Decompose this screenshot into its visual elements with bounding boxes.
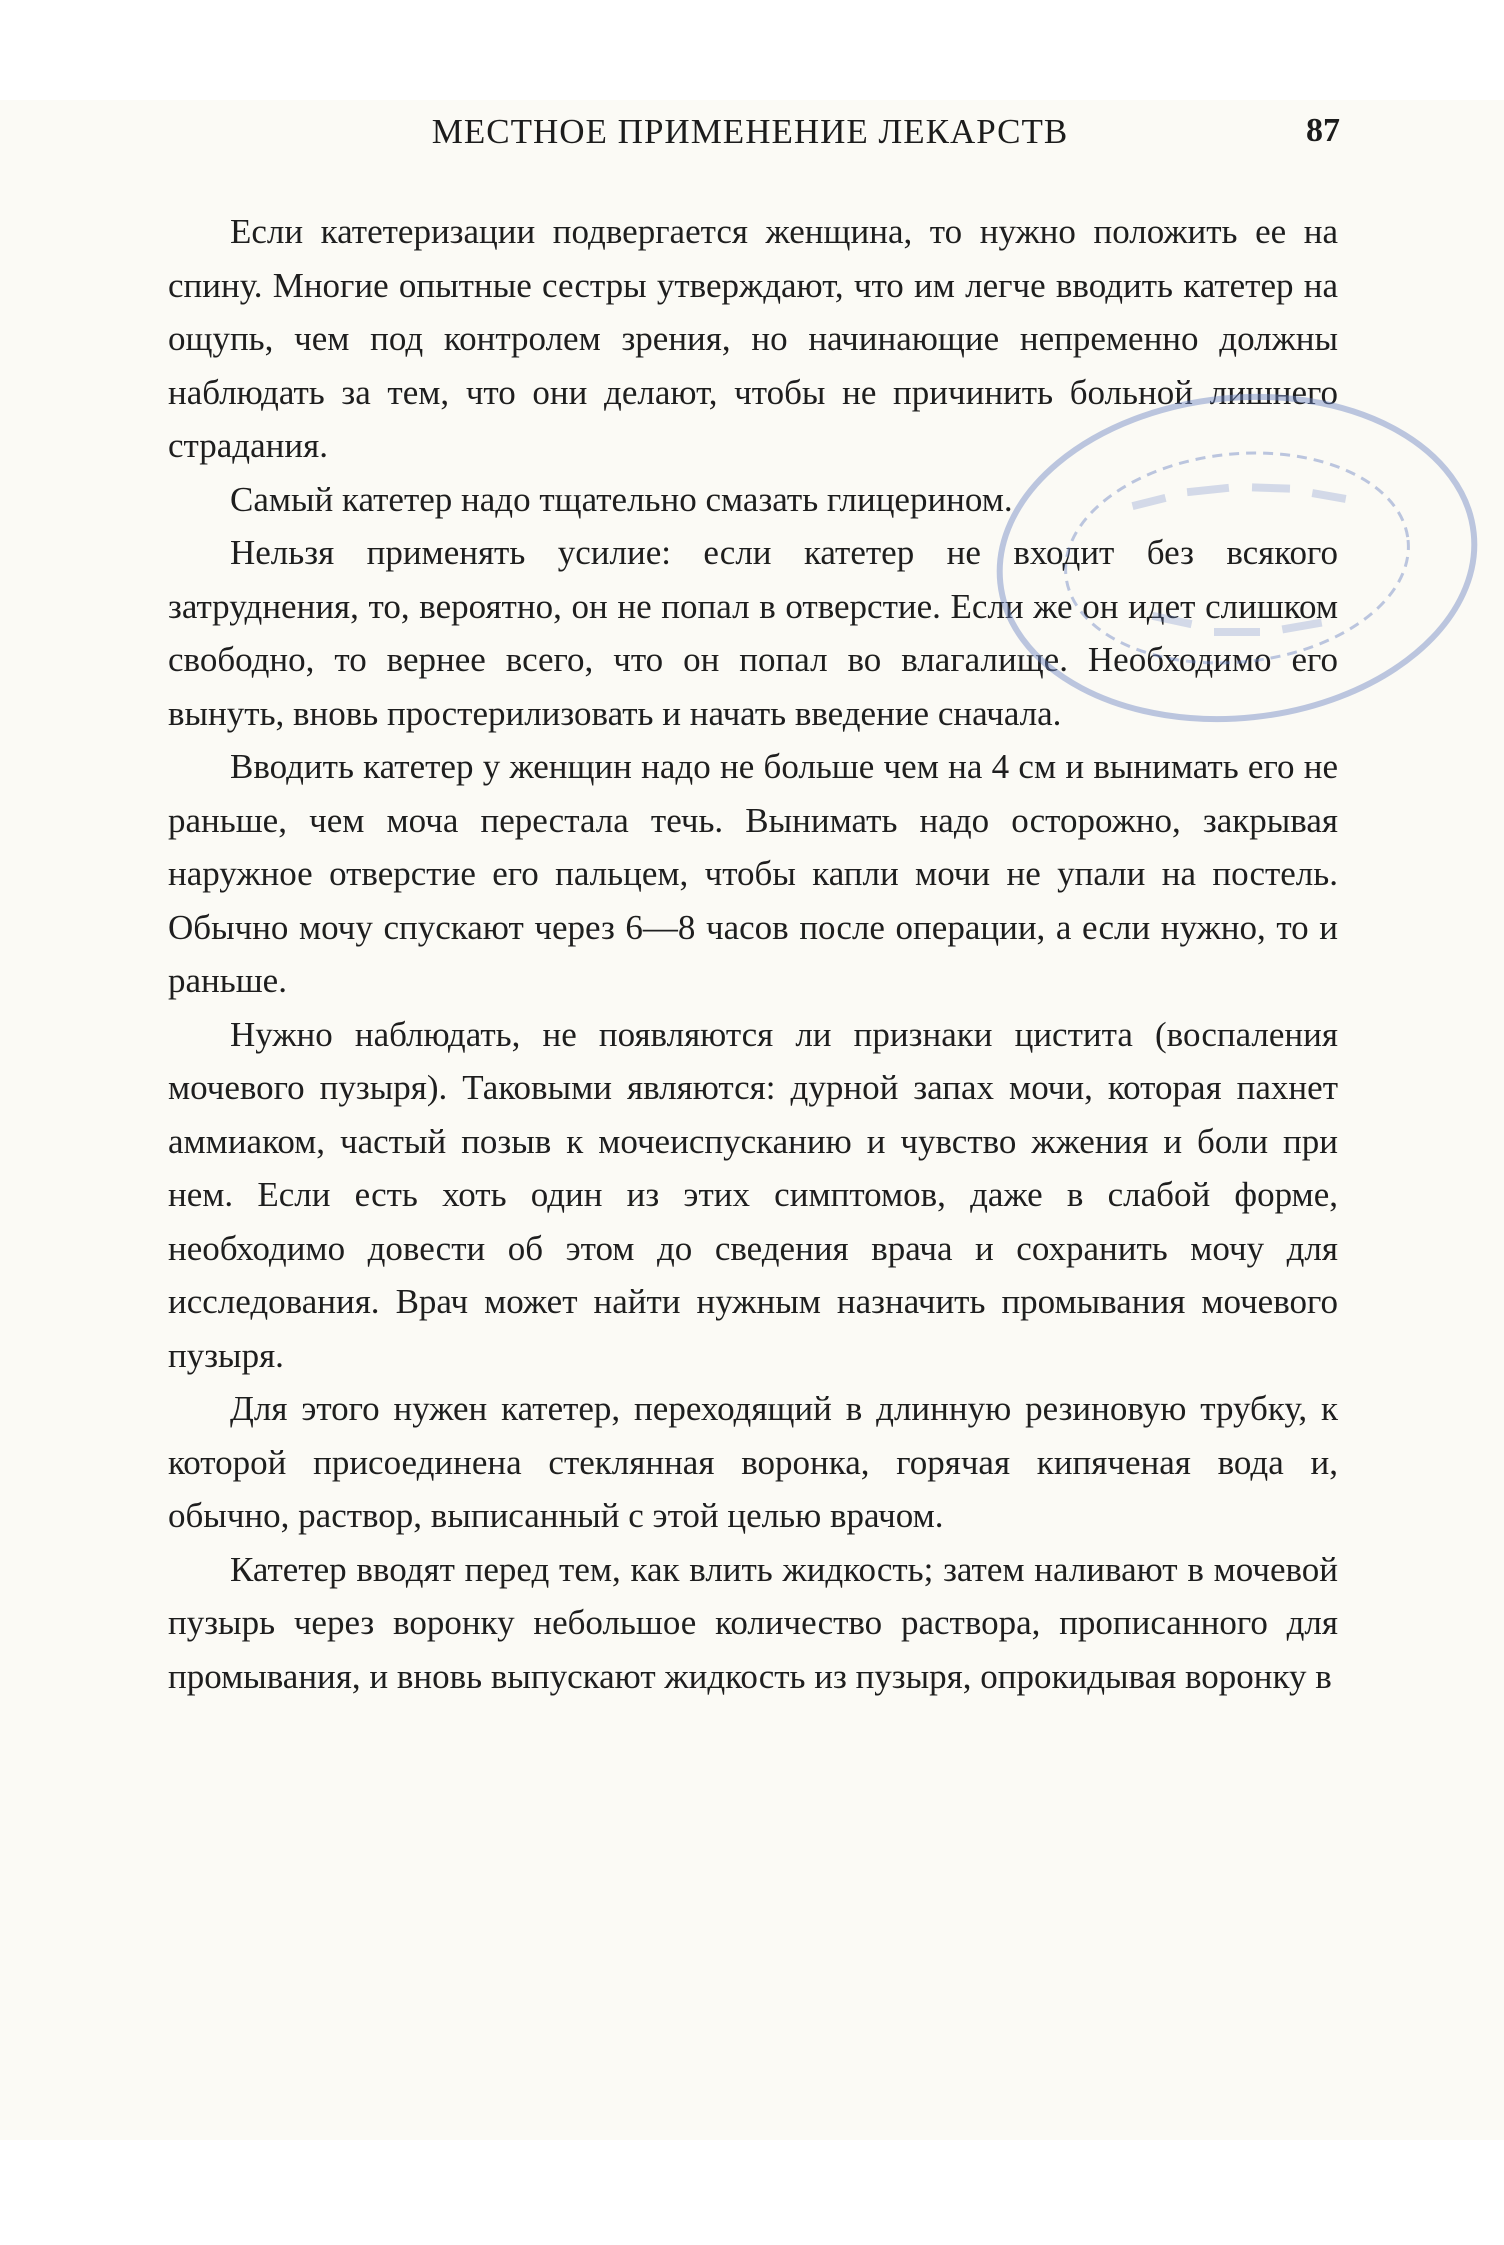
paragraph: Для этого нужен катетер, переходящий в длинную резиновую трубку, к которой присоединена стеклянная воронка, горячая кипяченая вода и, обычно, раствор, выписанный с этой целью врачом. [168, 1389, 1338, 1535]
paragraph: Нельзя применять усилие: если катетер не входит без всякого затруднения, то, вероятно, он не попал в отверстие. Если же он идет слишком свободно, то вернее всего, что он попал во влагалище. Необходимо его вынуть, вновь простерилизовать и начать введение сначала. [168, 533, 1338, 733]
paragraph: Если катетеризации подвергается женщина, то нужно положить ее на спину. Многие опытные сестры утверждают, что им легче вводить катетер на ощупь, чем под контролем зрения, но начинающие непременно должны наблюдать за тем, что они делают, чтобы не причинить больной лишнего страдания. [168, 212, 1338, 465]
paragraph: Нужно наблюдать, не появляются ли признаки цистита (воспаления мочевого пузыря). Таковыми являются: дурной запах мочи, которая пахнет аммиаком, частый позыв к мочеиспусканию и чувство жжения и боли при нем. Если есть хоть один из этих симптомов, даже в слабой форме, необходимо довести об этом до сведения врача и сохранить мочу для исследования. Врач может найти нужным назначить промывания мочевого пузыря. [168, 1014, 1338, 1375]
library-stamp [982, 378, 1492, 738]
paragraph: Вводить катетер у женщин надо не больше чем на 4 см и вынимать его не раньше, чем моча перестала течь. Вынимать надо осторожно, закрывая наружное отверстие его пальцем, чтобы капли мочи не упали на постель. Обычно мочу спускают через 6—8 часов после операции, а если нужно, то и раньше. [168, 747, 1338, 1000]
running-title: МЕСТНОЕ ПРИМЕНЕНИЕ ЛЕКАРСТВ [431, 112, 1069, 151]
running-header [160, 112, 1340, 156]
paragraph: Самый катетер надо тщательно смазать глицерином. [230, 479, 1013, 519]
paragraph: Катетер вводят перед тем, как влить жидкость; затем наливают в мочевой пузырь через воронку небольшое количество раствора, прописанного для промывания, и вновь выпускают жидкость из пузыря, опрокидывая воронку в [168, 1549, 1338, 1696]
page-number: 87 [1306, 112, 1340, 149]
